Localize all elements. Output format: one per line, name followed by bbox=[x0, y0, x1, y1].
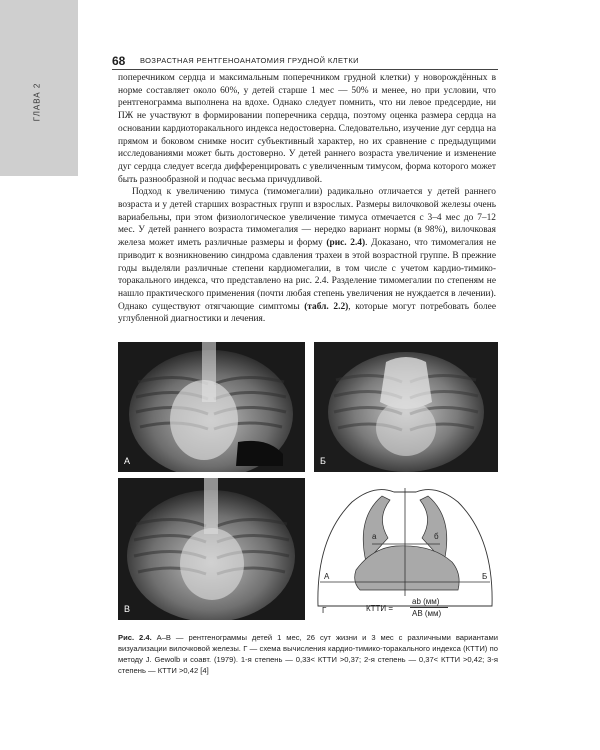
caption-label: Рис. 2.4. bbox=[118, 633, 152, 642]
formula-fraction-bar bbox=[410, 607, 448, 608]
paragraph-2-part-b: . Доказано, что тимомегалия не приводит к возникновению синдрома сдавления трахеи в этой возрастной группе. В прежние годы выделяли различные степени кардиомегалии, в том числе с учетом кардио-тимико-торакального индекса, что представлено на рис. 2.4. Разделение тимомегалии по степеням не нашло практического применения (почти любая степень увеличения не нуждается в лечении). Однако существуют отягчающие симптомы bbox=[118, 238, 496, 312]
formula-lhs: КТТИ = bbox=[366, 604, 394, 613]
figure-reference[interactable]: (рис. 2.4) bbox=[326, 238, 366, 249]
xray-image-b bbox=[314, 342, 498, 472]
formula-numerator: ab (мм) bbox=[412, 597, 440, 606]
xray-image-c bbox=[118, 478, 305, 620]
panel-label-c: В bbox=[124, 604, 131, 614]
header-rule bbox=[112, 69, 498, 70]
xray-panel-c bbox=[118, 478, 305, 620]
kttі-diagram bbox=[312, 478, 498, 620]
xray-panel-a bbox=[118, 342, 305, 472]
xray-image-a bbox=[118, 342, 305, 472]
paragraph-2-part-c: , которые могут потребовать более углубленной диагностики и лечения. bbox=[118, 301, 496, 325]
figure-caption bbox=[118, 632, 498, 676]
label-G: Г bbox=[322, 606, 327, 615]
panel-label-a: А bbox=[124, 456, 131, 466]
body-text bbox=[118, 72, 496, 326]
table-reference[interactable]: (табл. 2.2) bbox=[304, 301, 349, 312]
formula-denominator: AB (мм) bbox=[412, 609, 442, 618]
running-title: ВОЗРАСТНАЯ РЕНТГЕНОАНАТОМИЯ ГРУДНОЙ КЛЕТКИ bbox=[140, 56, 359, 65]
caption-text: А–В — рентгенограммы детей 1 мес, 26 сут жизни и 3 мес с различными вариантами визуализации вилочковой железы. Г — схема вычисления кардио-тимико-торакального индекса (КТТИ) по методу J. Gewolb и соавт. (1979). 1-я степень — 0,33< КТТИ >0,37; 2-я степень — 0,37< КТТИ >0,42; 3-я степень — КТТИ >0,42 [4] bbox=[118, 633, 498, 675]
paragraph-2 bbox=[118, 186, 496, 326]
label-a-small: а bbox=[372, 532, 377, 541]
label-A-large: А bbox=[324, 572, 330, 581]
page-number: 68 bbox=[112, 54, 126, 68]
chapter-tab bbox=[26, 72, 48, 132]
panel-label-b: Б bbox=[320, 456, 326, 466]
thoracic-outline-diagram bbox=[312, 478, 498, 620]
label-b-small: б bbox=[434, 532, 439, 541]
xray-panel-b bbox=[314, 342, 498, 472]
label-B-large: Б bbox=[482, 572, 488, 581]
chapter-tab-label: ГЛАВА 2 bbox=[32, 82, 42, 122]
paragraph-2-part-a: Подход к увеличению тимуса (тимомегалии) радикально отличается у детей раннего возраста и у детей старших возрастных групп и взрослых. Размеры вилочковой железы очень вариабельны, при этом физиологическое увеличение тимуса отмечается с 3–4 мес до 7–12 мес. У детей раннего возраста тимомегалия — нередко вариант нормы (в 98%), вилочковая железа может иметь различные размеры и форму bbox=[118, 187, 496, 249]
paragraph-1: поперечником сердца и максимальным поперечником грудной клетки) у новорождённых в норме составляет около 60%, у детей старше 1 мес — 50% и менее, но при условии, что рентгенограмма выполнена на вдохе. Однако следует помнить, что ни левое предсердие, ни ПЖ не участвуют в формировании поперечника сердца, поэтому оценка размера сердца на основании кардиоторакального индекса недостоверна. Следовательно, изучение дуг сердца на прямом и боковом снимке носит субъективный характер, но их сравнение с предыдущими исследованиями может быть достоверно. У детей раннего возраста увеличение и изменение дуг сердца следует всегда дифференцировать с увеличенным тимусом, форма которого может быть разнообразной и подчас весьма причудливой. bbox=[118, 73, 496, 185]
